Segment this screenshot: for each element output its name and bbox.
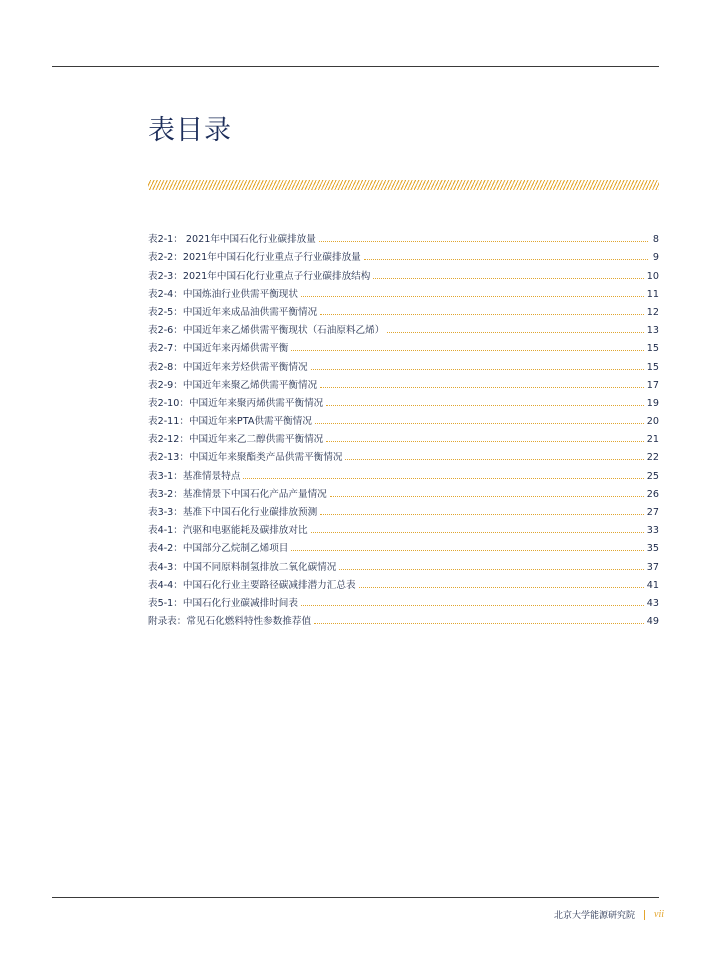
toc-entry-label: 附录表：常见石化燃料特性参数推荐值 xyxy=(148,616,312,628)
toc-entry-page: 15 xyxy=(646,343,659,355)
toc-entry-page: 27 xyxy=(646,507,659,518)
toc-dot-leader xyxy=(326,441,644,442)
toc-dot-leader xyxy=(301,296,644,297)
toc-dot-leader xyxy=(339,569,643,570)
toc-entry[interactable] xyxy=(148,227,659,245)
toc-entry[interactable] xyxy=(148,573,659,591)
page-title: 表目录 xyxy=(148,115,232,146)
toc-entry-page: 17 xyxy=(646,379,659,391)
toc-dot-leader xyxy=(320,387,644,388)
toc-entry[interactable] xyxy=(148,354,659,372)
toc-entry[interactable] xyxy=(148,263,659,281)
toc-dot-leader xyxy=(301,605,644,606)
toc-dot-leader xyxy=(345,459,643,460)
toc-dot-leader xyxy=(314,623,644,624)
toc-entry-label: 表2-8：中国近年来芳烃供需平衡情况 xyxy=(148,361,308,373)
toc-entry-page: 26 xyxy=(646,488,659,500)
toc-entry[interactable] xyxy=(148,427,659,445)
toc-entry-page: 20 xyxy=(646,416,659,428)
toc-entry-page: 35 xyxy=(646,543,659,555)
toc-dot-leader xyxy=(364,259,648,260)
toc-entry[interactable] xyxy=(148,391,659,409)
toc-entry[interactable] xyxy=(148,318,659,336)
toc-entry-label: 表5-1：中国石化行业碳减排时间表 xyxy=(148,597,298,609)
toc-entry-page: 33 xyxy=(646,525,659,537)
toc-entry-page: 15 xyxy=(646,361,659,373)
toc-dot-leader xyxy=(373,278,643,279)
toc-entry-page: 12 xyxy=(646,306,659,318)
toc-dot-leader xyxy=(311,532,644,533)
toc-entry-page: 10 xyxy=(646,270,659,282)
toc-entry[interactable] xyxy=(148,409,659,427)
toc-entry[interactable] xyxy=(148,373,659,391)
toc-dot-leader xyxy=(330,496,644,497)
table-of-contents xyxy=(148,227,659,627)
toc-entry-label: 表2-7：中国近年来丙烯供需平衡 xyxy=(148,343,289,355)
toc-dot-leader xyxy=(311,369,644,370)
toc-dot-leader xyxy=(291,550,643,551)
toc-entry[interactable] xyxy=(148,609,659,627)
toc-entry-label: 表2-11：中国近年来PTA供需平衡情况 xyxy=(148,416,312,428)
toc-entry-page: 49 xyxy=(646,616,659,628)
toc-entry[interactable] xyxy=(148,554,659,572)
toc-entry-page: 9 xyxy=(652,252,659,264)
toc-entry-page: 22 xyxy=(646,452,659,464)
toc-entry-label: 表2-6：中国近年来乙烯供需平衡现状（石油原料乙烯） xyxy=(148,325,385,337)
toc-entry-label: 表4-1：汽驱和电驱能耗及碳排放对比 xyxy=(148,525,308,537)
footer-page-number: vii xyxy=(654,909,664,920)
toc-entry-label: 表2-9：中国近年来聚乙烯供需平衡情况 xyxy=(148,379,318,391)
toc-entry[interactable] xyxy=(148,536,659,554)
toc-entry-page: 13 xyxy=(646,325,659,337)
toc-dot-leader xyxy=(320,314,644,315)
toc-entry-page: 21 xyxy=(646,434,659,446)
toc-entry-label: 表4-3：中国不同原料制氢排放二氧化碳情况 xyxy=(148,561,337,573)
toc-entry[interactable] xyxy=(148,482,659,500)
toc-entry-page: 8 xyxy=(652,234,659,246)
footer-rule xyxy=(52,897,659,898)
toc-entry[interactable] xyxy=(148,245,659,263)
toc-entry-page: 19 xyxy=(646,397,659,409)
toc-dot-leader xyxy=(326,405,644,406)
toc-entry-label: 表4-2：中国部分乙烷制乙烯项目 xyxy=(148,543,289,555)
toc-entry-label: 表3-3：基准下中国石化行业碳排放预测 xyxy=(148,507,318,518)
toc-entry-label: 表2-3：2021年中国石化行业重点子行业碳排放结构 xyxy=(148,270,371,282)
toc-entry-label: 表2-13：中国近年来聚酯类产品供需平衡情况 xyxy=(148,452,343,464)
toc-dot-leader xyxy=(315,423,644,424)
toc-entry[interactable] xyxy=(148,463,659,481)
toc-entry[interactable] xyxy=(148,300,659,318)
footer-separator xyxy=(644,910,645,920)
toc-entry[interactable] xyxy=(148,282,659,300)
toc-entry[interactable] xyxy=(148,445,659,463)
toc-entry[interactable] xyxy=(148,500,659,518)
toc-entry-label: 表2-2：2021年中国石化行业重点子行业碳排放量 xyxy=(148,252,361,264)
toc-dot-leader xyxy=(319,241,648,242)
toc-entry-label: 表4-4：中国石化行业主要路径碳减排潜力汇总表 xyxy=(148,579,356,591)
decorative-hatch-band xyxy=(148,180,659,190)
toc-entry-label: 表2-4：中国炼油行业供需平衡现状 xyxy=(148,288,298,300)
toc-entry-page: 37 xyxy=(646,561,659,573)
toc-entry[interactable] xyxy=(148,591,659,609)
toc-entry-label: 表3-1：基准情景特点 xyxy=(148,470,241,482)
footer-institution: 北京大学能源研究院 xyxy=(553,911,635,921)
toc-dot-leader xyxy=(387,332,643,333)
toc-entry[interactable] xyxy=(148,518,659,536)
toc-dot-leader xyxy=(320,514,644,515)
toc-entry-label: 表2-10：中国近年来聚丙烯供需平衡情况 xyxy=(148,397,324,409)
toc-entry-label: 表2-12：中国近年来乙二醇供需平衡情况 xyxy=(148,434,324,446)
page-footer xyxy=(554,908,664,921)
toc-entry-label: 表2-1： 2021年中国石化行业碳排放量 xyxy=(148,234,316,246)
toc-dot-leader xyxy=(291,350,643,351)
toc-entry-page: 25 xyxy=(646,470,659,482)
toc-entry[interactable] xyxy=(148,336,659,354)
toc-entry-label: 表2-5：中国近年来成品油供需平衡情况 xyxy=(148,306,318,318)
header-rule xyxy=(52,66,659,67)
toc-entry-page: 41 xyxy=(646,579,659,591)
toc-dot-leader xyxy=(359,587,644,588)
toc-entry-page: 11 xyxy=(646,288,659,300)
toc-entry-label: 表3-2：基准情景下中国石化产品产量情况 xyxy=(148,488,327,500)
toc-dot-leader xyxy=(243,478,643,479)
toc-entry-page: 43 xyxy=(646,597,659,609)
